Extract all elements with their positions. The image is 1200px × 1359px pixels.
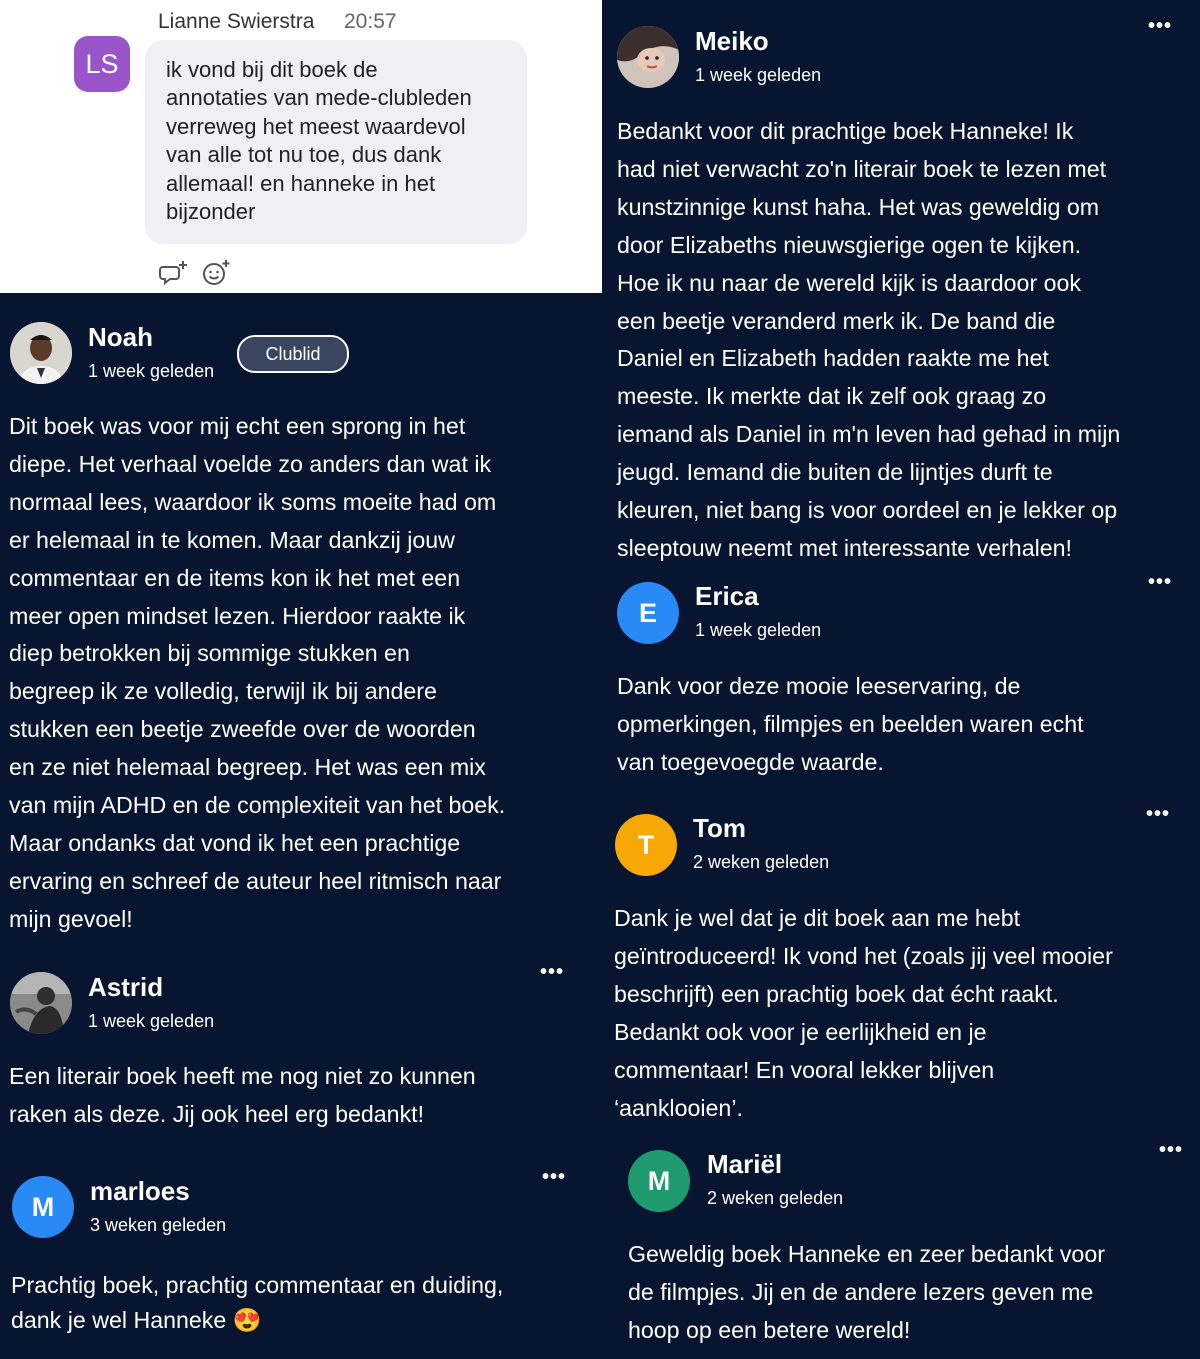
comment-text (11, 1268, 596, 1339)
add-reaction-icon[interactable] (201, 258, 231, 288)
person-photo-icon (617, 26, 679, 88)
avatar[interactable]: M (628, 1150, 690, 1212)
comment-time: 1 week geleden (88, 361, 215, 381)
avatar[interactable] (617, 26, 679, 88)
commenter-name[interactable]: marloes (90, 1176, 190, 1206)
comment-time: 2 weken geleden (693, 852, 830, 872)
commenter-name[interactable]: Noah (88, 322, 153, 352)
commenter-name[interactable]: Astrid (88, 972, 164, 1002)
commenter-name[interactable]: Erica (695, 581, 759, 611)
chat-message-text: ik vond bij dit boek de annotaties van mede-clubleden verreweg het meest waardevol van alle tot nu toe, dus dank allemaal! en hanneke in het bijzonder (166, 57, 472, 225)
comment-text: Dank voor deze mooie leeservaring, de opmerkingen, filmpjes en beelden waren echt van toegevoegde waarde. (617, 673, 1084, 775)
avatar[interactable] (10, 322, 72, 384)
heart-eyes-emoji-icon: 😍 (232, 1307, 262, 1334)
avatar[interactable]: M (12, 1176, 74, 1238)
commenter-name[interactable]: Tom (693, 813, 746, 843)
commenter-name[interactable]: Mariël (707, 1149, 783, 1179)
comment-text: Dank je wel dat je dit boek aan me hebt geïntroduceerd! Ik vond het (zoals jij veel mooier beschrijft) een prachtig boek dat écht raakt. Bedankt ook voor je eerlijkheid en je commentaar! En vooral lekker blijven ‘aanklooien’. (614, 905, 1113, 1121)
chat-message-panel (0, 0, 602, 293)
more-options-icon[interactable]: ••• (540, 961, 565, 983)
comment-text: Bedankt voor dit prachtige boek Hanneke! Ik had niet verwacht zo'n literair boek te lezen met kunstzinnige kunst haha. Het was geweldig om door Elizabeths nieuwsgierige ogen te kijken. Hoe ik nu naar de wereld kijk is daardoor ook een beetje veranderd merk ik. De band die Daniel en Elizabeth hadden raakte me het meeste. Ik merkte dat ik zelf ook graag zo iemand als Daniel in m'n leven had gehad in mijn jeugd. Iemand die buiten de lijntjes durft te kleuren, niet bang is voor oordeel en je lekker op sleeptouw neemt met interessante verhalen! (617, 118, 1121, 561)
comment-text: Dit boek was voor mij echt een sprong in het diepe. Het verhaal voelde zo anders dan wat ik normaal lees, waardoor ik soms moeite had om er helemaal in te komen. Maar dankzij jouw commentaar en de items kon ik het met een meer open mindset lezen. Hierdoor raakte ik diep betrokken bij sommige stukken en begreep ik ze volledig, terwijl ik bij andere stukken een beetje zweefde over de woorden en ze niet helemaal begreep. Het was een mix van mijn ADHD en de complexiteit van het boek. Maar ondanks dat vond ik het een prachtige ervaring en schreef de auteur heel ritmisch naar mijn gevoel! (9, 413, 506, 932)
avatar[interactable]: LS (74, 36, 130, 92)
status-badge: Clublid (237, 335, 349, 373)
commenter-name[interactable]: Meiko (695, 26, 769, 56)
more-options-icon[interactable]: ••• (1159, 1139, 1184, 1161)
avatar[interactable] (10, 972, 72, 1034)
more-options-icon[interactable]: ••• (1146, 803, 1171, 825)
person-photo-icon (10, 972, 72, 1034)
comment-time: 1 week geleden (695, 65, 822, 85)
more-options-icon[interactable]: ••• (1148, 571, 1173, 593)
comment-text-body: Prachtig boek, prachtig commentaar en duiding, dank je wel Hanneke (11, 1272, 504, 1334)
comment-text: Een literair boek heeft me nog niet zo kunnen raken als deze. Jij ook heel erg bedankt! (9, 1063, 476, 1127)
comment-time: 1 week geleden (88, 1011, 215, 1031)
comment-time: 1 week geleden (695, 620, 822, 640)
more-options-icon[interactable]: ••• (542, 1166, 567, 1188)
chat-sender-name: Lianne Swierstra (158, 10, 315, 33)
avatar[interactable]: E (617, 582, 679, 644)
chat-timestamp: 20:57 (344, 10, 397, 33)
comment-time: 3 weken geleden (90, 1215, 227, 1235)
avatar[interactable]: T (615, 814, 677, 876)
person-photo-icon (10, 322, 72, 384)
reply-plus-icon[interactable] (159, 258, 189, 288)
comment-time: 2 weken geleden (707, 1188, 844, 1208)
comment-text: Geweldig boek Hanneke en zeer bedankt voor de filmpjes. Jij en de andere lezers geven me hoop op een betere wereld! (628, 1241, 1105, 1343)
more-options-icon[interactable]: ••• (1148, 15, 1173, 37)
